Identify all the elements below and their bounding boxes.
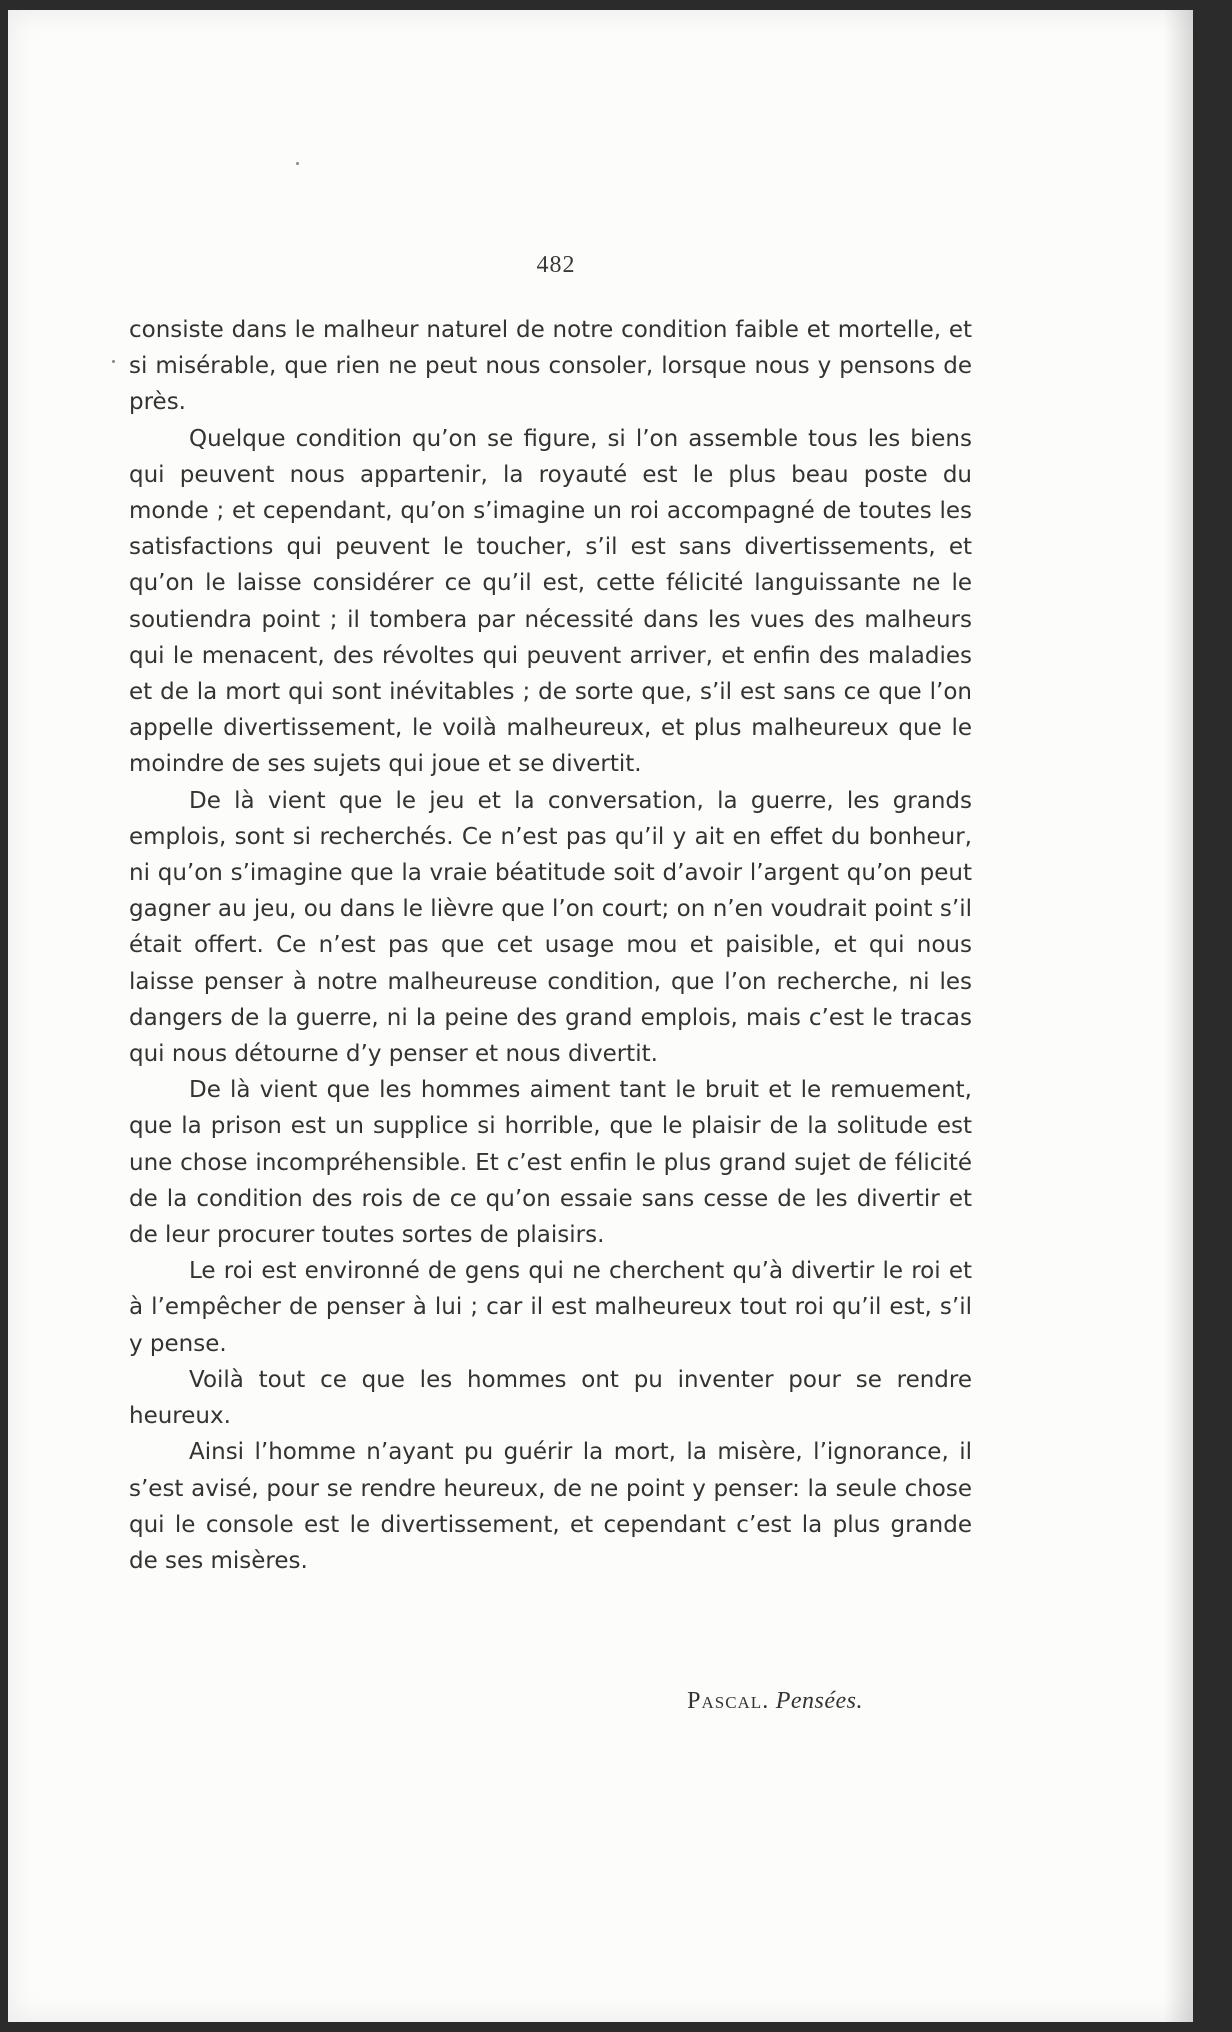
paragraph: Ainsi l’homme n’ayant pu guérir la mort, la misère, l’ignorance, il s’est avisé, pour se rendre heureux, de ne point y penser: la seule chose qui le console est le divertissement, et cependant c’est la plus grande de ses misères. [129,1439,972,1574]
paragraph: De là vient que le jeu et la conversation, la guerre, les grands emplois, sont si recherchés. Ce n’est pas qu’il y ait en effet du bonheur, ni qu’on s’imagine que la vraie béatitude soit d’avoir l’argent qu’on peut gagner au jeu, ou dans le lièvre que l’on court; on n’en voudrait point s’il était offert. Ce n’est pas que cet usage mou et paisible, et qui nous laisse penser à notre malheureuse condition, que l’on recherche, ni les dangers de la guerre, ni la peine des grand emplois, mais c’est le tracas qui nous détourne d’y penser et nous divertit. [129,787,972,1068]
attribution-work: Pensées. [775,1688,863,1714]
paragraph: De là vient que les hommes aiment tant le bruit et le remuement, que la prison est un supplice si horrible, que le plaisir de la solitude est une chose incompréhensible. Et c’est enfin le plus grand sujet de félicité de la condition des rois de ce qu’on essaie sans cesse de les divertir et de leur procurer toutes sortes de plaisirs. [129,1077,972,1249]
body-text [129,312,972,1579]
page-number: 482 [536,252,576,278]
paper-speck [296,162,299,165]
paragraph-continuation: consiste dans le malheur naturel de notre condition faible et mortelle, et si misérable, que rien ne peut nous consoler, lorsque nous y pensons de près. [129,317,972,416]
paper-speck [112,360,115,363]
paragraph: Voilà tout ce que les hommes ont pu inventer pour se rendre heureux. [129,1366,972,1430]
attribution-author: Pascal. [687,1688,770,1714]
paragraph: Le roi est environné de gens qui ne cherchent qu’à divertir le roi et à l’empêcher de penser à lui ; car il est malheureux tout roi qu’il est, s’il y pense. [129,1258,972,1357]
page-edge-shadow [1163,10,1193,2022]
paragraph: Quelque condition qu’on se figure, si l’on assemble tous les biens qui peuvent nous appartenir, la royauté est le plus beau poste du monde ; et cependant, qu’on s’imagine un roi accompagné de toutes les satisfactions qui peuvent le toucher, s’il est sans divertissements, et qu’on le laisse considérer ce qu’il est, cette félicité languissante ne le soutiendra point ; il tombera par nécessité dans les vues des malheurs qui le menacent, des révoltes qui peuvent arriver, et enfin des maladies et de la mort qui sont inévitables ; de sorte que, s’il est sans ce que l’on appelle divertissement, le voilà malheureux, et plus malheureux que le moindre de ses sujets qui joue et se divertit. [129,425,972,778]
attribution [687,1688,863,1715]
book-page [8,10,1193,2022]
